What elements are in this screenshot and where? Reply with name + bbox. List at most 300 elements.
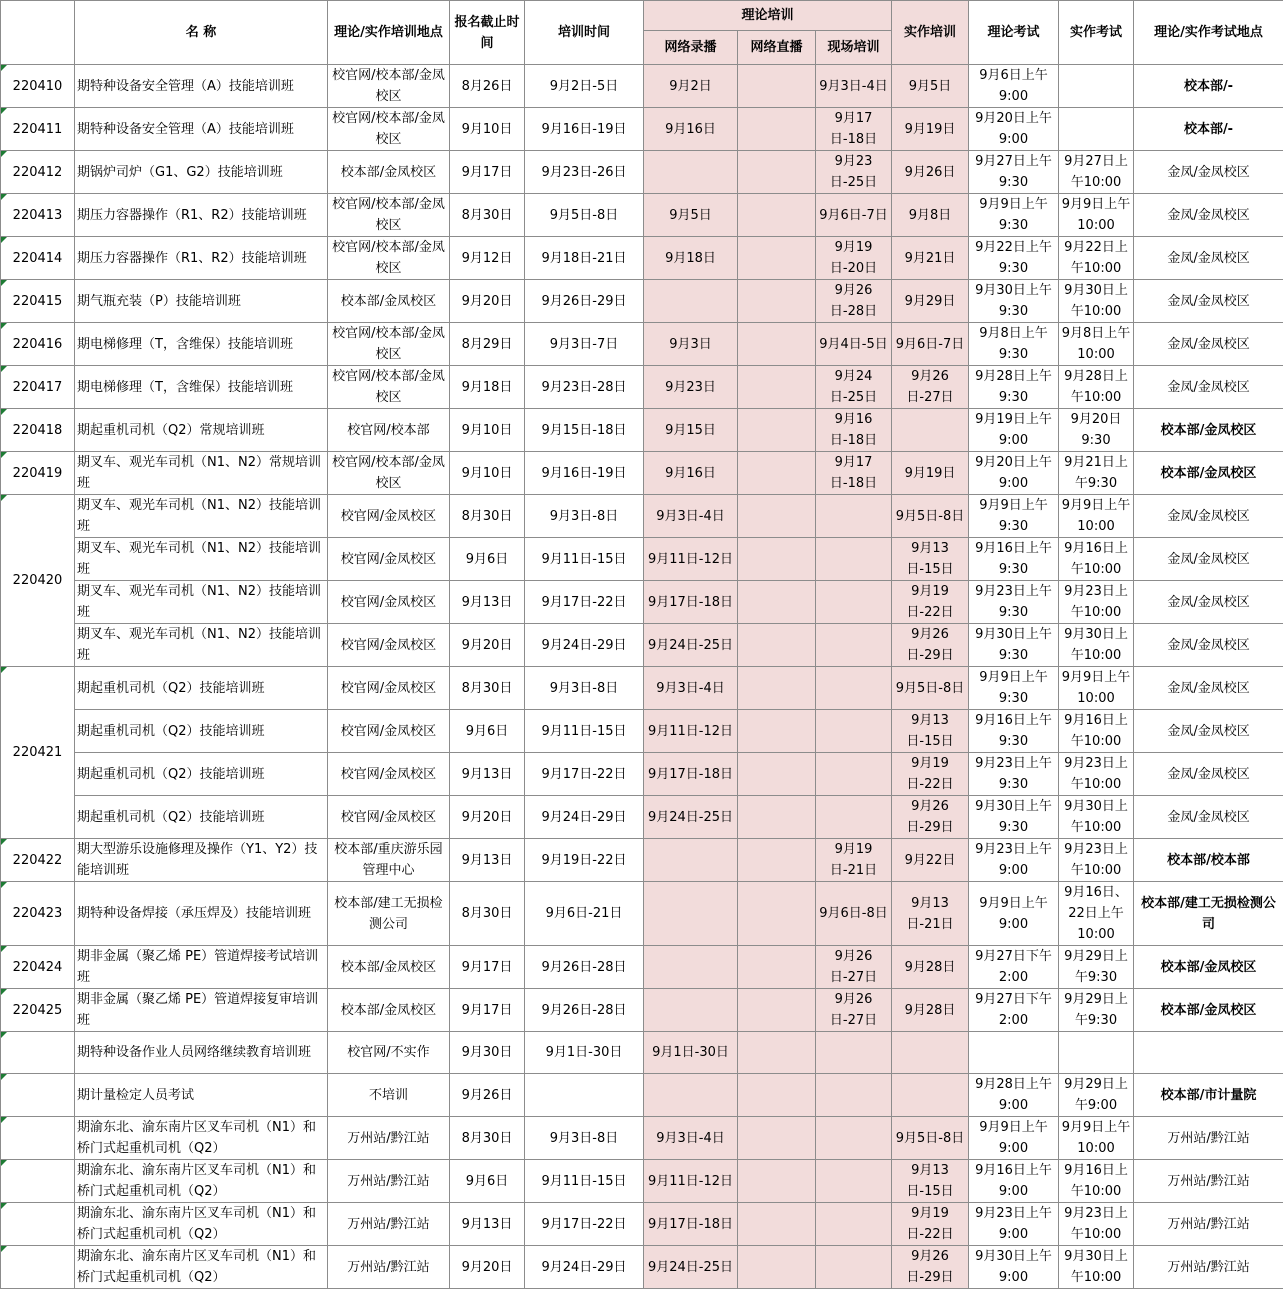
table-row [1, 323, 1283, 366]
row-name: 期渝东北、渝东南片区叉车司机（N1）和桥门式起重机司机（Q2） [75, 1160, 328, 1203]
row-live [738, 667, 816, 710]
row-exam-location: 校本部/市计量院 [1134, 1074, 1283, 1117]
row-exam-location: 金凤/金凤校区 [1134, 495, 1283, 538]
table-row [1, 108, 1283, 151]
row-theory-exam: 9月23日上午9:30 [969, 753, 1059, 796]
table-row [1, 1117, 1283, 1160]
row-practical [892, 409, 969, 452]
row-theory-exam: 9月9日上午9:00 [969, 882, 1059, 946]
row-practical-exam [1059, 1032, 1134, 1074]
row-exam-location: 金凤/金凤校区 [1134, 323, 1283, 366]
row-deadline: 9月17日 [450, 989, 525, 1032]
row-deadline: 9月13日 [450, 1203, 525, 1246]
row-theory-exam: 9月30日上午9:30 [969, 280, 1059, 323]
row-name: 期压力容器操作（R1、R2）技能培训班 [75, 237, 328, 280]
row-train-time: 9月3日-8日 [525, 1117, 644, 1160]
row-recording: 9月5日 [644, 194, 738, 237]
row-code: 220425 [1, 989, 75, 1032]
row-location: 校本部/金凤校区 [328, 280, 450, 323]
row-deadline: 8月30日 [450, 194, 525, 237]
header-name: 名 称 [75, 1, 328, 65]
row-onsite: 9月26日-27日 [816, 989, 892, 1032]
row-train-time: 9月26日-28日 [525, 989, 644, 1032]
row-code: 220423 [1, 882, 75, 946]
row-theory-exam: 9月23日上午9:30 [969, 581, 1059, 624]
row-practical: 9月13日-21日 [892, 882, 969, 946]
row-train-time: 9月17日-22日 [525, 1203, 644, 1246]
row-name: 期叉车、观光车司机（N1、N2）技能培训班 [75, 495, 328, 538]
row-code [1, 1117, 75, 1160]
row-code: 220414 [1, 237, 75, 280]
row-name: 期特种设备作业人员网络继续教育培训班 [75, 1032, 328, 1074]
row-practical: 9月19日-22日 [892, 1203, 969, 1246]
row-deadline: 9月17日 [450, 151, 525, 194]
row-onsite [816, 538, 892, 581]
row-location: 万州站/黔江站 [328, 1160, 450, 1203]
row-train-time: 9月6日-21日 [525, 882, 644, 946]
row-code: 220411 [1, 108, 75, 151]
table-row [1, 882, 1283, 946]
row-live [738, 151, 816, 194]
row-code [1, 1160, 75, 1203]
row-train-time: 9月17日-22日 [525, 753, 644, 796]
row-practical-exam: 9月16日上午10:00 [1059, 710, 1134, 753]
table-body [1, 65, 1283, 1289]
table-row [1, 581, 1283, 624]
row-code: 220422 [1, 839, 75, 882]
row-name: 期起重机司机（Q2）技能培训班 [75, 710, 328, 753]
row-practical: 9月19日-22日 [892, 581, 969, 624]
row-practical: 9月26日-29日 [892, 624, 969, 667]
row-live [738, 366, 816, 409]
row-location: 万州站/黔江站 [328, 1203, 450, 1246]
row-exam-location: 校本部/校本部 [1134, 839, 1283, 882]
row-train-time: 9月24日-29日 [525, 624, 644, 667]
row-recording: 9月17日-18日 [644, 1203, 738, 1246]
row-deadline: 9月20日 [450, 1246, 525, 1289]
row-onsite [816, 710, 892, 753]
row-theory-exam: 9月16日上午9:30 [969, 538, 1059, 581]
row-exam-location: 校本部/金凤校区 [1134, 452, 1283, 495]
row-code: 220415 [1, 280, 75, 323]
row-theory-exam: 9月27日下午2:00 [969, 989, 1059, 1032]
row-live [738, 839, 816, 882]
row-deadline: 8月30日 [450, 1117, 525, 1160]
row-name: 期非金属（聚乙烯 PE）管道焊接复审培训班 [75, 989, 328, 1032]
row-name: 期渝东北、渝东南片区叉车司机（N1）和桥门式起重机司机（Q2） [75, 1203, 328, 1246]
row-recording [644, 1074, 738, 1117]
row-train-time: 9月26日-28日 [525, 946, 644, 989]
row-deadline: 9月18日 [450, 366, 525, 409]
row-train-time: 9月24日-29日 [525, 1246, 644, 1289]
row-practical-exam: 9月28日上午10:00 [1059, 366, 1134, 409]
row-location: 校官网/金凤校区 [328, 753, 450, 796]
row-recording: 9月3日-4日 [644, 667, 738, 710]
row-live [738, 882, 816, 946]
header-code [1, 1, 75, 65]
row-code: 220413 [1, 194, 75, 237]
row-live [738, 796, 816, 839]
row-practical-exam: 9月30日上午10:00 [1059, 796, 1134, 839]
row-live [738, 237, 816, 280]
row-name: 期起重机司机（Q2）技能培训班 [75, 667, 328, 710]
row-location: 校官网/校本部/金凤校区 [328, 323, 450, 366]
row-recording: 9月3日-4日 [644, 495, 738, 538]
row-recording: 9月17日-18日 [644, 581, 738, 624]
row-code: 220420 [1, 495, 75, 667]
row-recording: 9月15日 [644, 409, 738, 452]
row-location: 校官网/不实作 [328, 1032, 450, 1074]
row-practical: 9月26日-29日 [892, 1246, 969, 1289]
table-row [1, 280, 1283, 323]
row-onsite [816, 581, 892, 624]
row-code: 220424 [1, 946, 75, 989]
row-live [738, 1160, 816, 1203]
row-deadline: 9月20日 [450, 796, 525, 839]
table-row [1, 1203, 1283, 1246]
table-row [1, 65, 1283, 108]
row-deadline: 9月10日 [450, 452, 525, 495]
row-live [738, 495, 816, 538]
row-exam-location: 校本部/金凤校区 [1134, 946, 1283, 989]
row-recording [644, 946, 738, 989]
row-code [1, 1074, 75, 1117]
row-live [738, 710, 816, 753]
row-practical-exam: 9月16日上午10:00 [1059, 1160, 1134, 1203]
row-onsite: 9月24日-25日 [816, 366, 892, 409]
row-code: 220419 [1, 452, 75, 495]
row-practical-exam: 9月23日上午10:00 [1059, 581, 1134, 624]
row-name: 期锅炉司炉（G1、G2）技能培训班 [75, 151, 328, 194]
row-theory-exam: 9月9日上午9:30 [969, 667, 1059, 710]
row-practical-exam [1059, 65, 1134, 108]
row-onsite: 9月16日-18日 [816, 409, 892, 452]
row-practical [892, 1074, 969, 1117]
table-row [1, 667, 1283, 710]
row-onsite: 9月26日-28日 [816, 280, 892, 323]
table-row [1, 624, 1283, 667]
row-train-time: 9月1日-30日 [525, 1032, 644, 1074]
row-location: 校本部/重庆游乐园管理中心 [328, 839, 450, 882]
row-deadline: 9月13日 [450, 581, 525, 624]
row-practical-exam: 9月27日上午10:00 [1059, 151, 1134, 194]
row-practical: 9月26日 [892, 151, 969, 194]
row-recording: 9月16日 [644, 452, 738, 495]
row-recording: 9月24日-25日 [644, 1246, 738, 1289]
row-recording: 9月16日 [644, 108, 738, 151]
row-practical: 9月13日-15日 [892, 538, 969, 581]
row-theory-exam: 9月30日上午9:30 [969, 796, 1059, 839]
table-row [1, 194, 1283, 237]
row-location: 校官网/校本部/金凤校区 [328, 108, 450, 151]
row-train-time: 9月15日-18日 [525, 409, 644, 452]
row-name: 期叉车、观光车司机（N1、N2）技能培训班 [75, 624, 328, 667]
row-live [738, 323, 816, 366]
row-theory-exam: 9月16日上午9:30 [969, 710, 1059, 753]
row-train-time: 9月11日-15日 [525, 1160, 644, 1203]
row-theory-exam: 9月6日上午9:00 [969, 65, 1059, 108]
row-practical-exam: 9月30日上午10:00 [1059, 624, 1134, 667]
row-location: 校官网/金凤校区 [328, 538, 450, 581]
row-recording [644, 839, 738, 882]
row-theory-exam: 9月30日上午9:30 [969, 624, 1059, 667]
row-train-time [525, 1074, 644, 1117]
row-exam-location: 校本部/- [1134, 108, 1283, 151]
row-practical-exam: 9月20日9:30 [1059, 409, 1134, 452]
row-onsite: 9月4日-5日 [816, 323, 892, 366]
table-row [1, 989, 1283, 1032]
row-name: 期大型游乐设施修理及操作（Y1、Y2）技能培训班 [75, 839, 328, 882]
row-train-time: 9月16日-19日 [525, 108, 644, 151]
row-practical-exam: 9月23日上午10:00 [1059, 839, 1134, 882]
row-onsite: 9月6日-7日 [816, 194, 892, 237]
row-live [738, 946, 816, 989]
row-code: 220416 [1, 323, 75, 366]
table-row [1, 495, 1283, 538]
row-practical-exam: 9月22日上午10:00 [1059, 237, 1134, 280]
row-exam-location: 万州站/黔江站 [1134, 1203, 1283, 1246]
row-code [1, 1032, 75, 1074]
row-practical-exam: 9月30日上午10:00 [1059, 280, 1134, 323]
row-practical: 9月5日 [892, 65, 969, 108]
row-onsite: 9月19日-20日 [816, 237, 892, 280]
row-onsite [816, 495, 892, 538]
row-practical: 9月6日-7日 [892, 323, 969, 366]
row-deadline: 9月20日 [450, 280, 525, 323]
row-live [738, 280, 816, 323]
table-row [1, 1032, 1283, 1074]
row-onsite [816, 1203, 892, 1246]
row-theory-exam: 9月27日下午2:00 [969, 946, 1059, 989]
row-exam-location: 金凤/金凤校区 [1134, 538, 1283, 581]
row-train-time: 9月23日-26日 [525, 151, 644, 194]
table-row [1, 237, 1283, 280]
row-location: 校官网/校本部/金凤校区 [328, 194, 450, 237]
row-name: 期起重机司机（Q2）常规培训班 [75, 409, 328, 452]
table-row [1, 538, 1283, 581]
row-practical-exam: 9月21日上午9:30 [1059, 452, 1134, 495]
row-practical-exam: 9月23日上午10:00 [1059, 1203, 1134, 1246]
row-theory-exam: 9月27日上午9:30 [969, 151, 1059, 194]
row-onsite: 9月17日-18日 [816, 108, 892, 151]
table-row [1, 1160, 1283, 1203]
row-code: 220417 [1, 366, 75, 409]
row-name: 期计量检定人员考试 [75, 1074, 328, 1117]
row-exam-location [1134, 1032, 1283, 1074]
row-practical-exam: 9月29日上午9:00 [1059, 1074, 1134, 1117]
header-theory-group: 理论培训 [644, 1, 892, 31]
row-deadline: 9月6日 [450, 538, 525, 581]
header-recording: 网络录播 [644, 31, 738, 65]
header-theory-exam: 理论考试 [969, 1, 1059, 65]
row-live [738, 581, 816, 624]
row-onsite: 9月17日-18日 [816, 452, 892, 495]
row-name: 期电梯修理（T，含维保）技能培训班 [75, 366, 328, 409]
table-row [1, 1246, 1283, 1289]
row-live [738, 409, 816, 452]
row-live [738, 1203, 816, 1246]
row-live [738, 108, 816, 151]
row-deadline: 9月30日 [450, 1032, 525, 1074]
row-theory-exam: 9月16日上午9:00 [969, 1160, 1059, 1203]
row-name: 期渝东北、渝东南片区叉车司机（N1）和桥门式起重机司机（Q2） [75, 1117, 328, 1160]
row-recording: 9月1日-30日 [644, 1032, 738, 1074]
row-deadline: 9月20日 [450, 624, 525, 667]
row-recording: 9月3日 [644, 323, 738, 366]
row-exam-location: 校本部/金凤校区 [1134, 409, 1283, 452]
row-onsite [816, 1117, 892, 1160]
row-name: 期非金属（聚乙烯 PE）管道焊接考试培训班 [75, 946, 328, 989]
row-deadline: 9月10日 [450, 409, 525, 452]
row-location: 校本部/建工无损检测公司 [328, 882, 450, 946]
row-recording: 9月24日-25日 [644, 624, 738, 667]
table-row [1, 796, 1283, 839]
row-name: 期叉车、观光车司机（N1、N2）常规培训班 [75, 452, 328, 495]
row-exam-location: 万州站/黔江站 [1134, 1117, 1283, 1160]
row-deadline: 9月10日 [450, 108, 525, 151]
row-theory-exam: 9月9日上午9:30 [969, 194, 1059, 237]
row-location: 校官网/校本部/金凤校区 [328, 65, 450, 108]
row-name: 期气瓶充装（P）技能培训班 [75, 280, 328, 323]
row-deadline: 9月26日 [450, 1074, 525, 1117]
header-practical: 实作培训 [892, 1, 969, 65]
header-deadline: 报名截止时间 [450, 1, 525, 65]
row-theory-exam: 9月20日上午9:00 [969, 452, 1059, 495]
row-onsite: 9月3日-4日 [816, 65, 892, 108]
row-recording: 9月11日-12日 [644, 710, 738, 753]
row-practical-exam: 9月30日上午10:00 [1059, 1246, 1134, 1289]
row-code: 220410 [1, 65, 75, 108]
row-train-time: 9月2日-5日 [525, 65, 644, 108]
table-row [1, 839, 1283, 882]
row-exam-location: 金凤/金凤校区 [1134, 280, 1283, 323]
row-live [738, 194, 816, 237]
row-code: 220421 [1, 667, 75, 839]
row-theory-exam: 9月8日上午9:30 [969, 323, 1059, 366]
row-practical-exam: 9月29日上午9:30 [1059, 946, 1134, 989]
row-deadline: 9月13日 [450, 753, 525, 796]
row-location: 校官网/校本部/金凤校区 [328, 366, 450, 409]
row-name: 期特种设备安全管理（A）技能培训班 [75, 65, 328, 108]
row-code [1, 1246, 75, 1289]
row-name: 期起重机司机（Q2）技能培训班 [75, 796, 328, 839]
row-theory-exam: 9月9日上午9:30 [969, 495, 1059, 538]
row-location: 校官网/金凤校区 [328, 624, 450, 667]
row-practical-exam: 9月9日上午10:00 [1059, 495, 1134, 538]
table-row [1, 946, 1283, 989]
row-onsite [816, 1246, 892, 1289]
row-deadline: 9月13日 [450, 839, 525, 882]
row-practical: 9月19日 [892, 108, 969, 151]
row-train-time: 9月3日-8日 [525, 667, 644, 710]
row-live [738, 624, 816, 667]
row-location: 校官网/金凤校区 [328, 710, 450, 753]
row-recording: 9月17日-18日 [644, 753, 738, 796]
row-name: 期特种设备安全管理（A）技能培训班 [75, 108, 328, 151]
row-theory-exam: 9月9日上午9:00 [969, 1117, 1059, 1160]
row-practical-exam: 9月9日上午10:00 [1059, 1117, 1134, 1160]
row-live [738, 1032, 816, 1074]
row-train-time: 9月16日-19日 [525, 452, 644, 495]
row-onsite [816, 624, 892, 667]
row-practical-exam: 9月29日上午9:30 [1059, 989, 1134, 1032]
row-train-time: 9月3日-8日 [525, 495, 644, 538]
row-live [738, 989, 816, 1032]
row-location: 校官网/校本部/金凤校区 [328, 237, 450, 280]
header-location: 理论/实作培训地点 [328, 1, 450, 65]
row-name: 期特种设备焊接（承压焊及）技能培训班 [75, 882, 328, 946]
header-exam-location: 理论/实作考试地点 [1134, 1, 1283, 65]
row-practical-exam [1059, 108, 1134, 151]
row-live [738, 538, 816, 581]
row-location: 校本部/金凤校区 [328, 946, 450, 989]
row-live [738, 1074, 816, 1117]
row-exam-location: 金凤/金凤校区 [1134, 194, 1283, 237]
row-theory-exam: 9月28日上午9:00 [969, 1074, 1059, 1117]
row-onsite [816, 1074, 892, 1117]
row-onsite: 9月23日-25日 [816, 151, 892, 194]
row-recording: 9月11日-12日 [644, 538, 738, 581]
row-exam-location: 金凤/金凤校区 [1134, 796, 1283, 839]
row-recording [644, 989, 738, 1032]
row-deadline: 9月6日 [450, 1160, 525, 1203]
row-deadline: 8月30日 [450, 667, 525, 710]
row-recording: 9月24日-25日 [644, 796, 738, 839]
row-name: 期起重机司机（Q2）技能培训班 [75, 753, 328, 796]
row-exam-location: 金凤/金凤校区 [1134, 366, 1283, 409]
row-onsite [816, 753, 892, 796]
row-live [738, 1117, 816, 1160]
table-row [1, 753, 1283, 796]
row-location: 校官网/金凤校区 [328, 495, 450, 538]
row-practical-exam: 9月9日上午10:00 [1059, 667, 1134, 710]
row-code [1, 1203, 75, 1246]
row-exam-location: 万州站/黔江站 [1134, 1246, 1283, 1289]
row-location: 万州站/黔江站 [328, 1117, 450, 1160]
row-practical: 9月22日 [892, 839, 969, 882]
row-code: 220418 [1, 409, 75, 452]
row-exam-location: 金凤/金凤校区 [1134, 151, 1283, 194]
table-row [1, 1074, 1283, 1117]
row-live [738, 753, 816, 796]
row-train-time: 9月18日-21日 [525, 237, 644, 280]
row-practical: 9月21日 [892, 237, 969, 280]
row-location: 校官网/校本部 [328, 409, 450, 452]
row-name: 期压力容器操作（R1、R2）技能培训班 [75, 194, 328, 237]
row-location: 不培训 [328, 1074, 450, 1117]
row-theory-exam: 9月20日上午9:00 [969, 108, 1059, 151]
row-practical-exam: 9月8日上午10:00 [1059, 323, 1134, 366]
header-onsite: 现场培训 [816, 31, 892, 65]
row-location: 校本部/金凤校区 [328, 151, 450, 194]
row-practical-exam: 9月9日上午10:00 [1059, 194, 1134, 237]
row-live [738, 1246, 816, 1289]
table-row [1, 151, 1283, 194]
row-recording [644, 280, 738, 323]
row-practical: 9月13日-15日 [892, 1160, 969, 1203]
row-onsite [816, 1032, 892, 1074]
row-code: 220412 [1, 151, 75, 194]
row-practical: 9月28日 [892, 946, 969, 989]
row-train-time: 9月19日-22日 [525, 839, 644, 882]
row-name: 期叉车、观光车司机（N1、N2）技能培训班 [75, 581, 328, 624]
row-recording: 9月18日 [644, 237, 738, 280]
row-deadline: 9月17日 [450, 946, 525, 989]
row-theory-exam: 9月23日上午9:00 [969, 839, 1059, 882]
row-recording: 9月23日 [644, 366, 738, 409]
row-train-time: 9月24日-29日 [525, 796, 644, 839]
row-location: 校官网/金凤校区 [328, 667, 450, 710]
